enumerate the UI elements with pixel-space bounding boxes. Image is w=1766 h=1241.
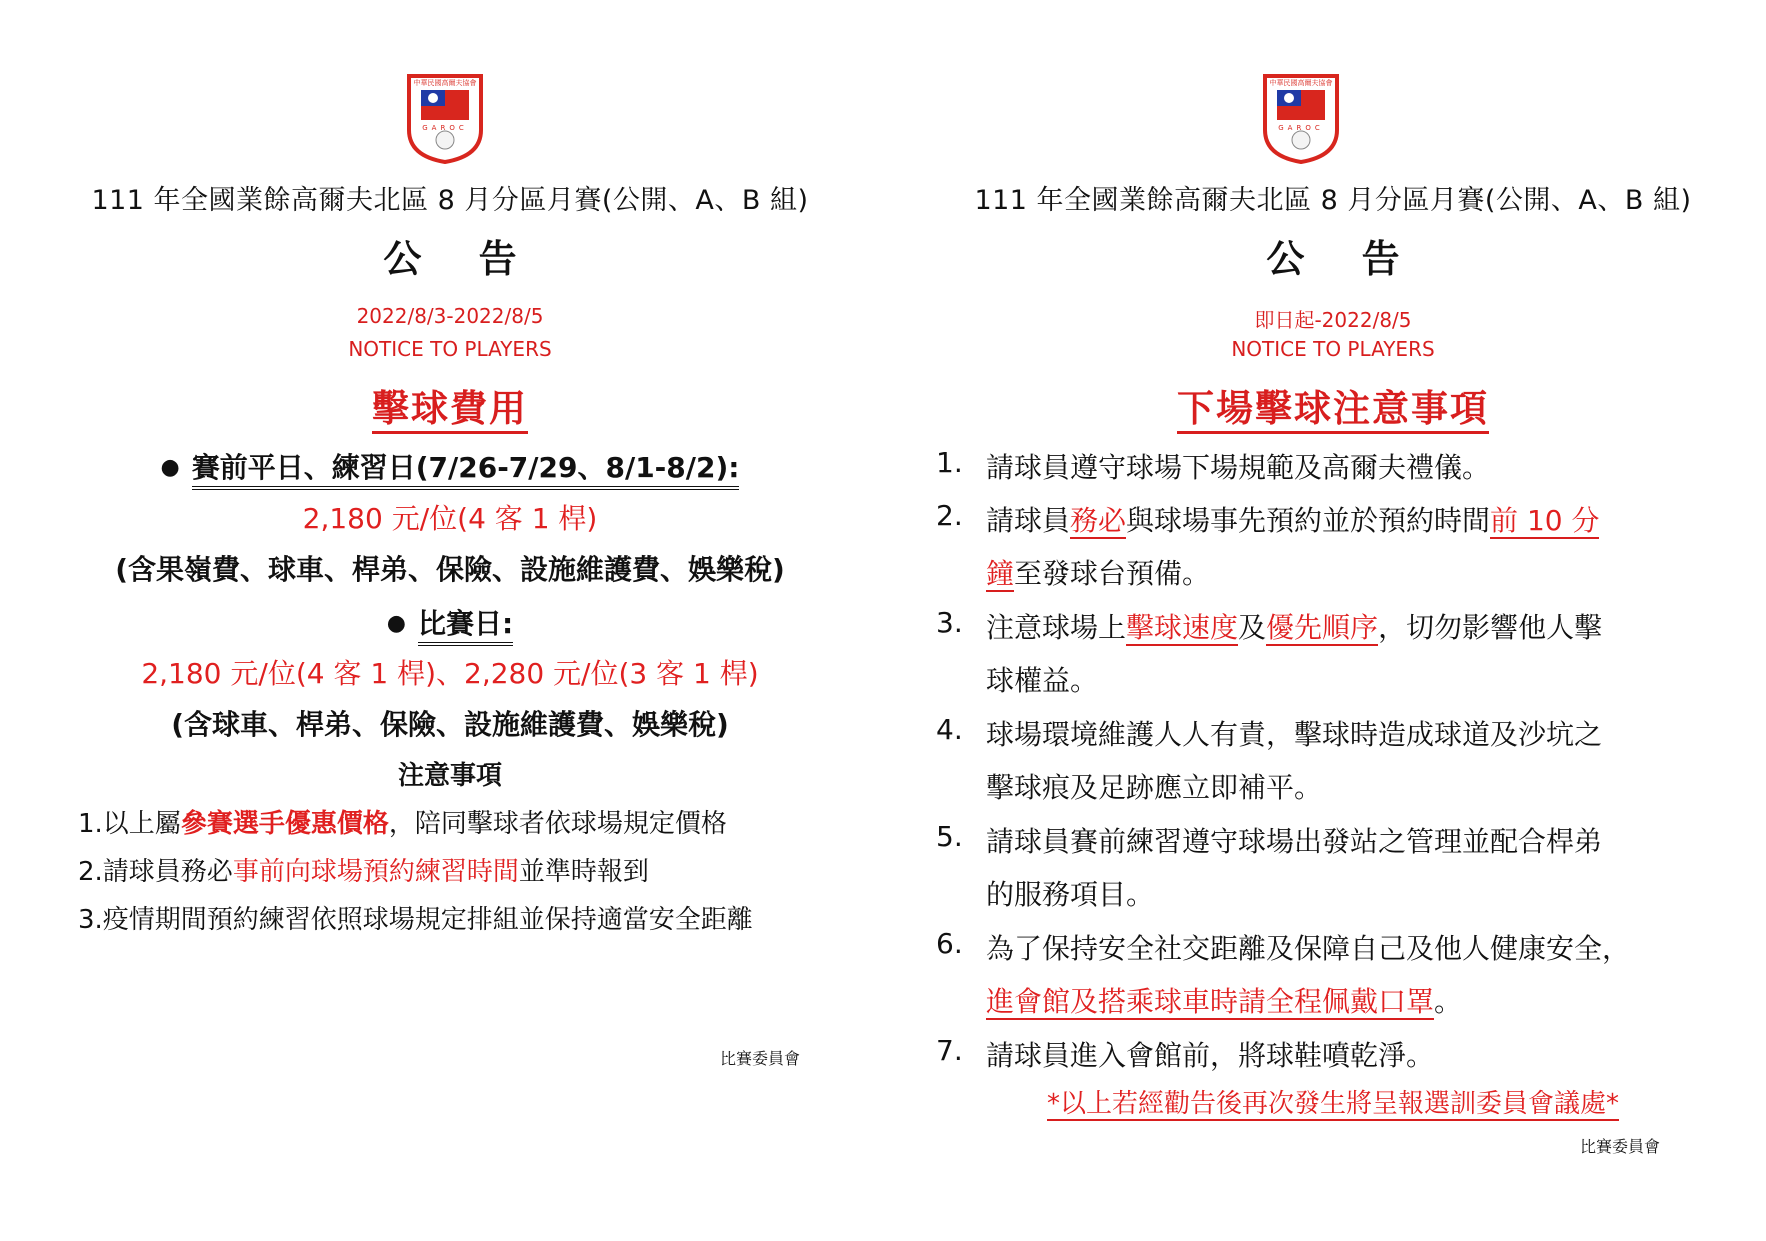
committee-signature: 比賽委員會 [720,1049,801,1068]
note-2-a: 2.請球員務必 [78,857,233,887]
weekday-section [0,446,900,486]
rule-text-part: 。 [1434,985,1463,1018]
weekday-label: 賽前平日、練習日(7/26-7/29、8/1-8/2): [192,451,740,490]
note-2 [78,851,649,888]
logo-text: 中華民國高爾夫協會 [413,79,477,87]
garoc-logo [1261,72,1341,164]
notice-to-players: NOTICE TO PLAYERS [1231,337,1435,361]
rule-text: 請球員進入會館前，將球鞋噴乾淨。 [986,1039,1435,1072]
rule-continuation [986,552,1210,592]
rule-text [986,606,1602,646]
rule-text: 球場環境維護人人有責，擊球時造成球道及沙坑之 [986,718,1603,751]
note-2-highlight: 事前向球場預約練習時間 [232,857,519,887]
rule-continuation: 球權益。 [986,664,1099,697]
note-3: 3.疫情期間預約練習依照球場規定排組並保持適當安全距離 [78,905,753,935]
rule-highlight: 擊球速度 [1126,611,1239,644]
garoc-logo [405,72,485,164]
date-range: 2022/8/3-2022/8/5 [356,304,544,328]
note-1-a: 1.以上屬 [78,809,181,839]
note-1-c: ，陪同擊球者依球場規定價格 [388,809,727,839]
tournament-header: 111 年全國業餘高爾夫北區 8 月分區月賽(公開、A、B 組) [974,185,1692,216]
rule-text-part: 與球場事先預約並於預約時間 [1126,504,1491,537]
rules-title-text: 下場擊球注意事項 [1177,387,1489,434]
announcement-title: 公 告 [1266,237,1422,281]
rule-text [986,499,1599,539]
rule-continuation: 擊球痕及足跡應立即補平。 [986,771,1323,804]
logo-letters: GAROC [422,124,468,132]
logo-text: 中華民國高爾夫協會 [1269,79,1333,87]
fee-title-text: 擊球費用 [372,387,528,434]
announcement-title: 公 告 [383,237,539,281]
rule-highlight: 務必 [1070,504,1127,537]
rule-continuation [986,980,1462,1020]
match-includes: (含球車、桿弟、保險、設施維護費、娛樂稅) [171,708,729,741]
fee-title [0,378,900,432]
rule-highlight: 前 10 分 [1490,504,1600,537]
rule-text: 請球員遵守球場下場規範及高爾夫禮儀。 [986,451,1491,484]
warning-line [900,1083,1766,1120]
bullet-icon: ● [386,611,406,636]
rule-text: 為了保持安全社交距離及保障自己及他人健康安全， [986,932,1631,965]
rule-number: 3. [936,606,963,639]
notice-to-players: NOTICE TO PLAYERS [348,337,552,361]
rule-text-part: ，切勿影響他人擊 [1378,611,1603,644]
bullet-icon: ● [160,455,180,480]
rule-number: 6. [936,927,963,960]
rule-highlight: 進會館及搭乘球車時請全程佩戴口罩 [986,985,1435,1018]
note-1 [78,803,727,840]
rule-number: 1. [936,446,963,479]
rules-title [900,378,1766,432]
weekday-price: 2,180 元/位(4 客 1 桿) [302,502,598,535]
rule-highlight: 鐘 [986,557,1015,590]
match-section [0,602,900,642]
rule-continuation: 的服務項目。 [986,878,1155,911]
committee-signature: 比賽委員會 [1580,1137,1661,1156]
right-notice [900,0,1766,1241]
weekday-includes: (含果嶺費、球車、桿弟、保險、設施維護費、娛樂稅) [115,553,785,586]
rule-text-part: 注意球場上 [986,611,1127,644]
rule-text-part: 請球員 [986,504,1071,537]
warning-text: *以上若經勸告後再次發生將呈報選訓委員會議處* [1046,1089,1619,1119]
note-1-highlight: 參賽選手優惠價格 [180,809,389,839]
logo-letters: GAROC [1278,124,1324,132]
match-label: 比賽日: [418,607,513,646]
rule-number: 7. [936,1034,963,1067]
rule-text: 請球員賽前練習遵守球場出發站之管理並配合桿弟 [986,825,1603,858]
rule-number: 4. [936,713,963,746]
rule-text-part: 及 [1238,611,1267,644]
match-price: 2,180 元/位(4 客 1 桿)、2,280 元/位(3 客 1 桿) [141,657,759,690]
note-2-c: 並準時報到 [518,857,649,887]
rule-text-part: 至發球台預備。 [1014,557,1211,590]
rule-highlight: 優先順序 [1266,611,1379,644]
notes-title: 注意事項 [397,761,502,791]
date-range: 即日起-2022/8/5 [1254,308,1412,332]
rule-number: 2. [936,499,963,532]
tournament-header: 111 年全國業餘高爾夫北區 8 月分區月賽(公開、A、B 組) [91,185,809,216]
rule-number: 5. [936,820,963,853]
